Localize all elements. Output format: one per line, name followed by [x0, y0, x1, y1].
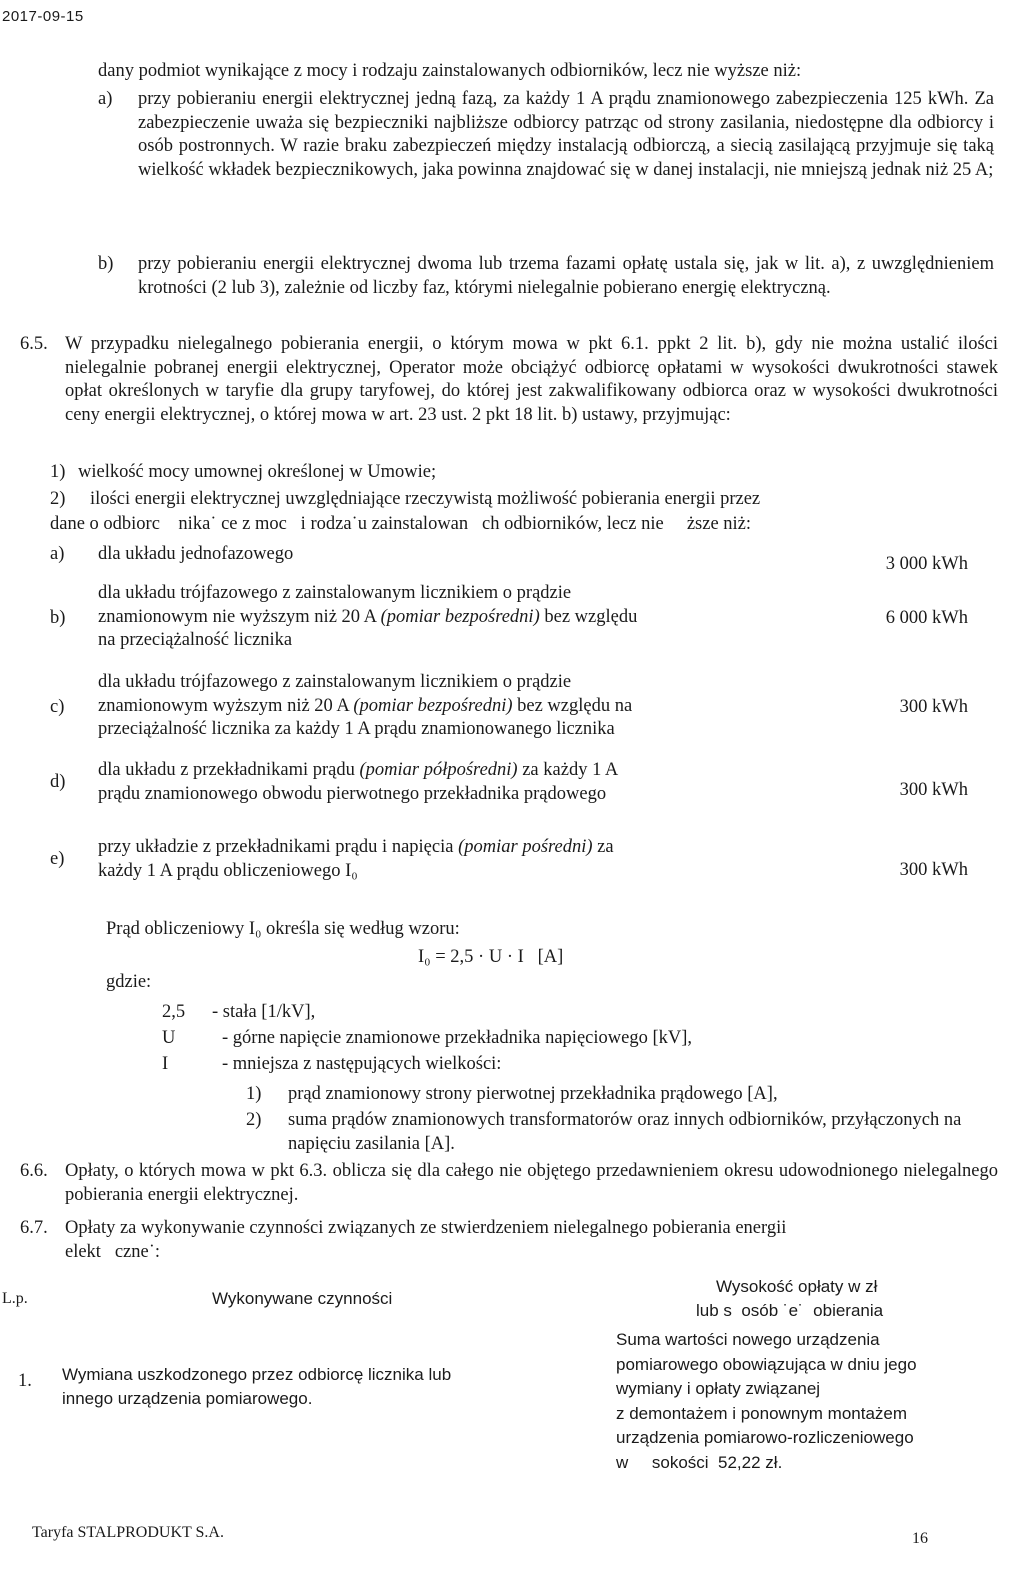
limit-row-b: [50, 582, 980, 657]
row-letter: a): [50, 544, 65, 564]
intro-item-a: [98, 88, 998, 182]
sub-text: prąd znamionowy strony pierwotnej przekładnika prądowego [A],: [288, 1084, 778, 1104]
item-text: przy pobieraniu energii elektrycznej jedną fazą, za każdy 1 A prądu znamionowego zabezpieczenia 125 kWh. Za zabezpieczenie uważa się bezpieczniki najbliższe odbiorcy patrząc od strony zasilania, niedostępne dla odbiorcy i osób postronnych. W razie braku zabezpieczeń między instalacją odbiorczą, a siecią zasilającą przyjmuje się taką wielkość wkładek bezpiecznikowych, jaka powinna znajdować się w danej instalacji, nie mniejszą jednak niż 25 A;: [138, 89, 994, 180]
col-lp-header: L.p.: [2, 1290, 28, 1307]
section-text-line2: elekt czne˙:: [65, 1241, 161, 1262]
row-action-line1: Wymiana uszkodzonego przez odbiorcę licznika lub: [62, 1365, 452, 1384]
row-description-line2: prądu znamionowego obwodu pierwotnego przekładnika prądowego: [98, 783, 607, 804]
col-action-header: Wykonywane czynności: [212, 1289, 393, 1308]
row-description-line3: na przeciążalność licznika: [98, 630, 293, 650]
document-date: 2017-09-15: [2, 8, 84, 25]
row-fee-line: w sokości 52,22 zł.: [616, 1452, 783, 1472]
row-value: 300 kWh: [899, 697, 968, 717]
col-fee-header-line1: Wysokość opłaty w zł: [716, 1277, 878, 1296]
row-fee-line: urządzenia pomiarowo-rozliczeniowego: [616, 1428, 914, 1447]
sub-number: 2): [246, 1110, 262, 1130]
row-action-line2: innego urządzenia pomiarowego.: [62, 1388, 313, 1408]
point-number: 1): [50, 462, 66, 482]
footer-title: Taryfa STALPRODUKT S.A.: [32, 1524, 224, 1541]
row-description-line2: każdy 1 A prądu obliczeniowego I₀: [98, 860, 358, 881]
row-description-line2: znamionowym wyższym niż 20 A (pomiar bezpośredni) bez względu na: [98, 695, 633, 716]
section-text: W przypadku nielegalnego pobierania energii, o którym mowa w pkt 6.1. ppkt 2 lit. b), gdy nie można ustalić ilości nielegalnie pobranej energii elektrycznej, Operator może obciążyć odbiorcę opłatami w wysokości dwukrotności stawek opłat określonych w taryfie dla grupy taryfowej, do której jest zakwalifikowany odbiorca oraz w wysokości dwukrotności ceny energii elektrycznej, o której mowa w art. 23 ust. 2 pkt 18 lit. b) ustawy, przyjmując:: [65, 334, 998, 425]
limit-row-a: [50, 543, 980, 573]
definition-text: - górne napięcie znamionowe przekładnika napięciowego [kV],: [222, 1028, 693, 1048]
section-6-6: [20, 1160, 1000, 1207]
row-description: [98, 671, 788, 742]
point-text-line1: ilości energii elektrycznej uwzględniające rzeczywistą możliwość pobierania energii przez: [90, 489, 761, 509]
col-fee-header-line2: lub s osób ˙e˙ obierania: [696, 1300, 884, 1320]
fee-table-header: [0, 1275, 1024, 1325]
row-value: 3 000 kWh: [885, 554, 968, 574]
row-letter: c): [50, 697, 65, 717]
row-value: 6 000 kWh: [885, 608, 968, 628]
page-number: 16: [912, 1530, 928, 1547]
row-description: [98, 582, 788, 653]
section-6-7: [20, 1217, 1000, 1264]
definition-symbol: 2,5: [162, 1002, 186, 1022]
row-description-line3: przeciążalność licznika za każdy 1 A prądu znamionowanego licznika: [98, 719, 615, 739]
row-description-line1: dla układu trójfazowego z zainstalowanym licznikiem o prądzie: [98, 583, 572, 603]
fee-table-row: [0, 1328, 1024, 1478]
section-number: 6.6.: [20, 1161, 48, 1181]
row-description-line1: przy układzie z przekładnikami prądu i napięcia (pomiar pośredni) za: [98, 837, 614, 857]
section-number: 6.5.: [20, 334, 48, 354]
section-text: Opłaty, o których mowa w pkt 6.3. oblicza się dla całego nie objętego przedawnieniem okresu udowodnionego nielegalnego pobierania energii elektrycznej.: [65, 1161, 998, 1205]
intro-item-b: [98, 253, 998, 300]
row-fee-line: Suma wartości nowego urządzenia: [616, 1330, 880, 1349]
definition-text: - stała [1/kV],: [212, 1002, 316, 1022]
row-description-line2: znamionowym nie wyższym niż 20 A (pomiar bezpośredni) bez względu: [98, 606, 638, 627]
point-text-line2: dane o odbiorc nika˙ ce z moc i rodza˙u zainstalowan ch odbiorników, lecz nie ższe niż:: [50, 514, 752, 534]
point-text: wielkość mocy umownej określonej w Umowie;: [78, 462, 437, 482]
row-fee: [616, 1328, 1016, 1475]
row-fee-line: wymiany i opłaty związanej: [616, 1379, 821, 1398]
row-description-line1: dla układu z przekładnikami prądu (pomiar półpośredni) za każdy 1 A: [98, 760, 619, 780]
row-value: 300 kWh: [899, 860, 968, 880]
item-letter: b): [98, 254, 114, 274]
where-label: gdzie:: [106, 972, 152, 992]
definition-text: - mniejsza z następujących wielkości:: [222, 1054, 502, 1074]
row-value: 300 kWh: [899, 780, 968, 800]
section-number: 6.7.: [20, 1218, 48, 1238]
col-fee-header: [686, 1275, 1006, 1322]
section-text-line1: Opłaty za wykonywanie czynności związanych ze stwierdzeniem nielegalnego pobierania energii: [65, 1218, 787, 1238]
section-6-5-point-1: [50, 461, 1000, 485]
item-text: przy pobieraniu energii elektrycznej dwoma lub trzema fazami opłatę ustala się, jak w lit. a), z uwzględnieniem krotności (2 lub 3), zależnie od liczby faz, którymi nielegalnie pobierano energię elektryczną.: [138, 254, 994, 298]
sub-text: suma prądów znamionowych transformatorów oraz innych odbiorników, przyłączonych na napięciu zasilania [A].: [288, 1110, 962, 1154]
intro-paragraph: dany podmiot wynikające z mocy i rodzaju zainstalowanych odbiorników, lecz nie wyższe niż:: [98, 61, 802, 81]
row-fee-line: pomiarowego obowiązująca w dniu jego: [616, 1354, 917, 1374]
limit-row-e: [50, 836, 980, 886]
point-number: 2): [50, 489, 66, 509]
row-letter: b): [50, 608, 66, 628]
definition-symbol: I: [162, 1054, 169, 1074]
section-6-5: [20, 333, 1000, 427]
formula-intro: Prąd obliczeniowy I₀ określa się według wzoru:: [106, 919, 460, 939]
section-6-5-point-2: [50, 488, 1000, 512]
item-letter: a): [98, 89, 113, 109]
limit-row-d: [50, 759, 980, 809]
sub-number: 1): [246, 1084, 262, 1104]
row-letter: d): [50, 772, 66, 792]
row-fee-line: z demontażem i ponownym montażem: [616, 1403, 908, 1423]
row-action: [62, 1363, 451, 1410]
formula: I₀ = 2,5 · U · I [A]: [418, 947, 564, 967]
row-description-line1: dla układu trójfazowego z zainstalowanym licznikiem o prądzie: [98, 672, 572, 692]
row-lp: 1.: [18, 1371, 32, 1391]
row-description: dla układu jednofazowego: [98, 544, 294, 564]
row-description: [98, 836, 788, 883]
row-letter: e): [50, 849, 65, 869]
definition-symbol: U: [162, 1028, 176, 1048]
row-description: [98, 759, 788, 806]
limit-row-c: [50, 671, 980, 746]
